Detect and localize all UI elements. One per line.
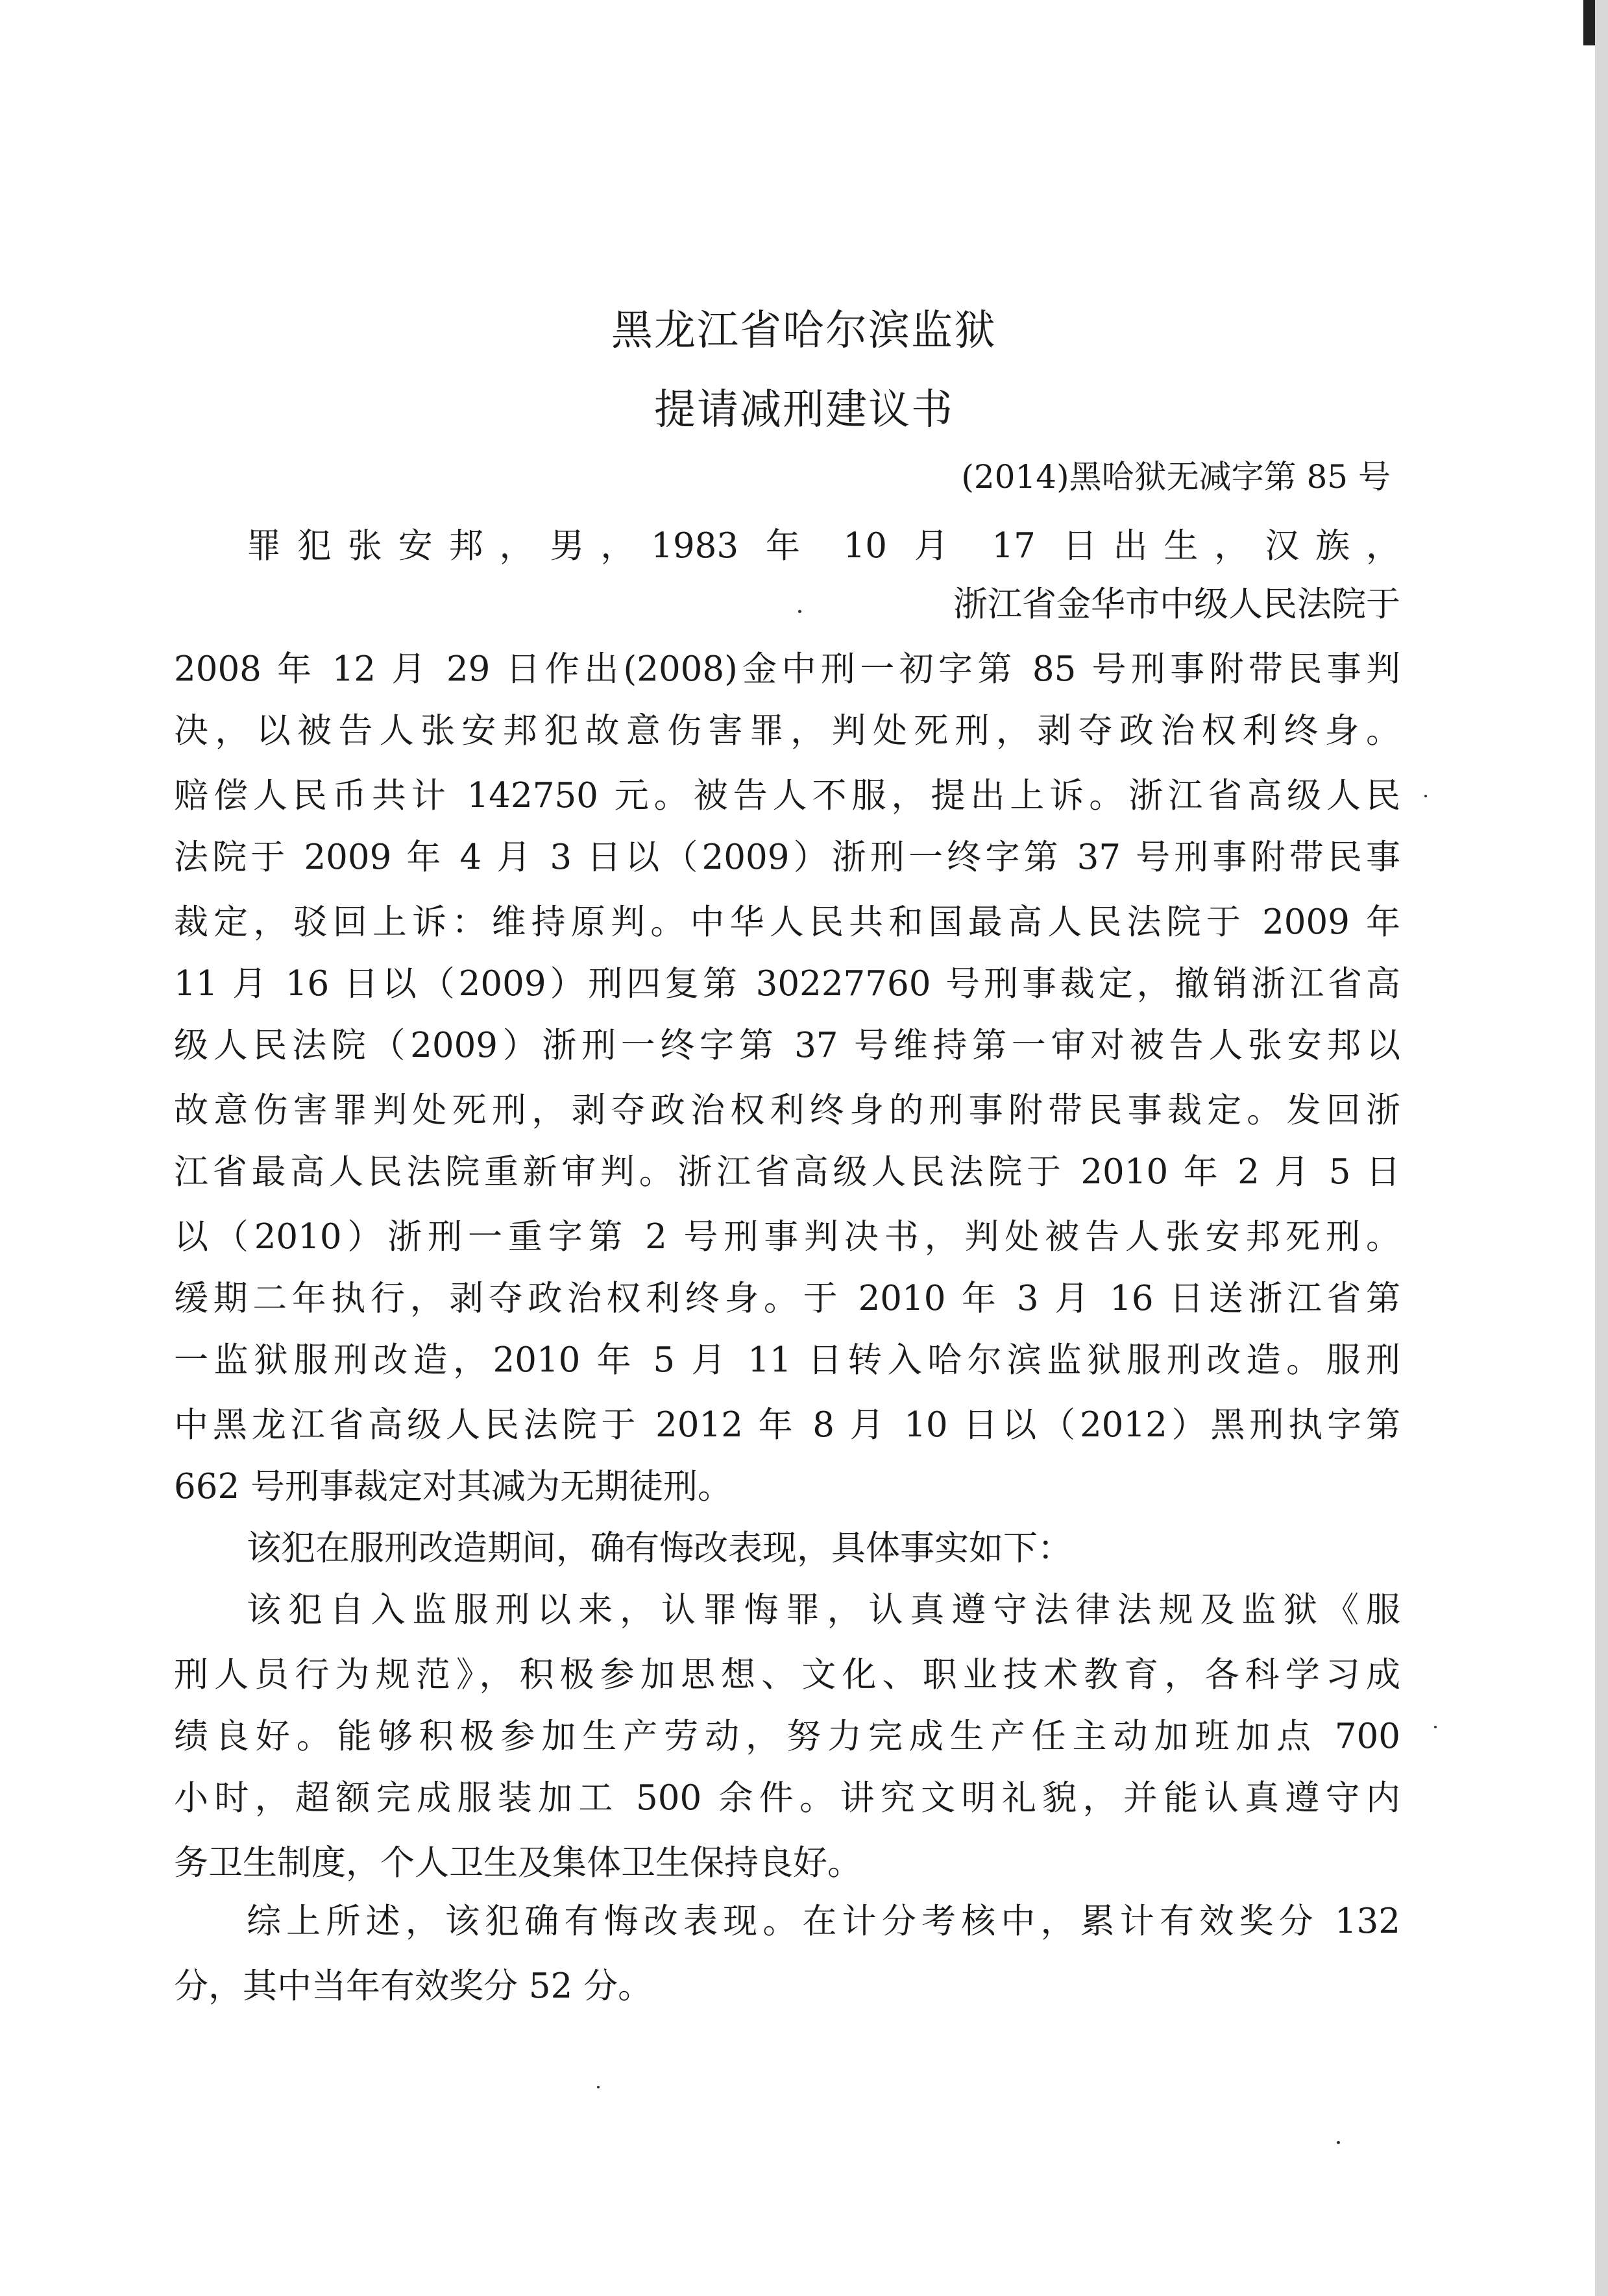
scan-speck [597, 2086, 600, 2088]
document-number: (2014)黑哈狱无减字第 85 号 [961, 458, 1391, 496]
body-line-5: 赔偿人民币共计 142750 元。被告人不服，提出上诉。浙江省高级人民 [174, 776, 1400, 816]
body-line-7: 裁定，驳回上诉：维持原判。中华人民共和国最高人民法院于 2009 年 [174, 902, 1400, 942]
scan-edge-shadow [1595, 0, 1608, 2296]
body-line-20: 绩良好。能够积极参加生产劳动，努力完成生产任主动加班加点 700 [174, 1717, 1400, 1756]
body-line-2: 浙江省金华市中级人民法院于 [953, 585, 1400, 624]
body-line-17: 该犯在服刑改造期间，确有悔改表现，具体事实如下： [247, 1529, 1072, 1568]
body-line-21: 小时，超额完成服装加工 500 余件。讲究文明礼貌，并能认真遵守内 [174, 1778, 1400, 1818]
document-title-type: 提请减刑建议书 [654, 386, 954, 434]
body-line-3: 2008 年 12 月 29 日作出(2008)金中刑一初字第 85 号刑事附带民事判 [174, 649, 1400, 689]
body-line-14: 一监狱服刑改造，2010 年 5 月 11 日转入哈尔滨监狱服刑改造。服刑 [174, 1340, 1400, 1380]
scan-speck [1434, 1726, 1437, 1728]
body-line-22: 务卫生制度，个人卫生及集体卫生保持良好。 [174, 1843, 862, 1883]
body-line-4: 决，以被告人张安邦犯故意伤害罪，判处死刑，剥夺政治权利终身。 [174, 711, 1400, 751]
body-line-12: 以（2010）浙刑一重字第 2 号刑事判决书，判处被告人张安邦死刑。 [174, 1217, 1400, 1257]
body-line-23: 综上所述，该犯确有悔改表现。在计分考核中，累计有效奖分 132 [247, 1902, 1400, 1941]
scan-speck [1337, 2141, 1340, 2144]
document-title-institution: 黑龙江省哈尔滨监狱 [611, 307, 997, 355]
body-line-10: 故意伤害罪判处死刑，剥夺政治权利终身的刑事附带民事裁定。发回浙 [174, 1091, 1400, 1130]
scan-speck [798, 610, 801, 613]
body-line-24: 分，其中当年有效奖分 52 分。 [174, 1966, 653, 2006]
scan-speck [1424, 795, 1427, 797]
body-line-1: 罪犯张安邦，男，1983 年 10 月 17 日出生，汉族， [247, 526, 1400, 566]
body-line-8: 11 月 16 日以（2009）刑四复第 30227760 号刑事裁定，撤销浙江省高 [174, 964, 1400, 1004]
body-line-6: 法院于 2009 年 4 月 3 日以（2009）浙刑一终字第 37 号刑事附带民事 [174, 838, 1400, 877]
body-line-18: 该犯自入监服刑以来，认罪悔罪，认真遵守法律法规及监狱《服 [247, 1590, 1400, 1630]
body-line-19: 刑人员行为规范》，积极参加思想、文化、职业技术教育，各科学习成 [174, 1655, 1400, 1695]
body-line-11: 江省最高人民法院重新审判。浙江省高级人民法院于 2010 年 2 月 5 日 [174, 1152, 1400, 1192]
body-line-9: 级人民法院（2009）浙刑一终字第 37 号维持第一审对被告人张安邦以 [174, 1026, 1400, 1065]
body-line-15: 中黑龙江省高级人民法院于 2012 年 8 月 10 日以（2012）黑刑执字第 [174, 1405, 1400, 1445]
body-line-16: 662 号刑事裁定对其减为无期徒刑。 [174, 1467, 733, 1506]
body-line-13: 缓期二年执行，剥夺政治权利终身。于 2010 年 3 月 16 日送浙江省第 [174, 1279, 1400, 1318]
